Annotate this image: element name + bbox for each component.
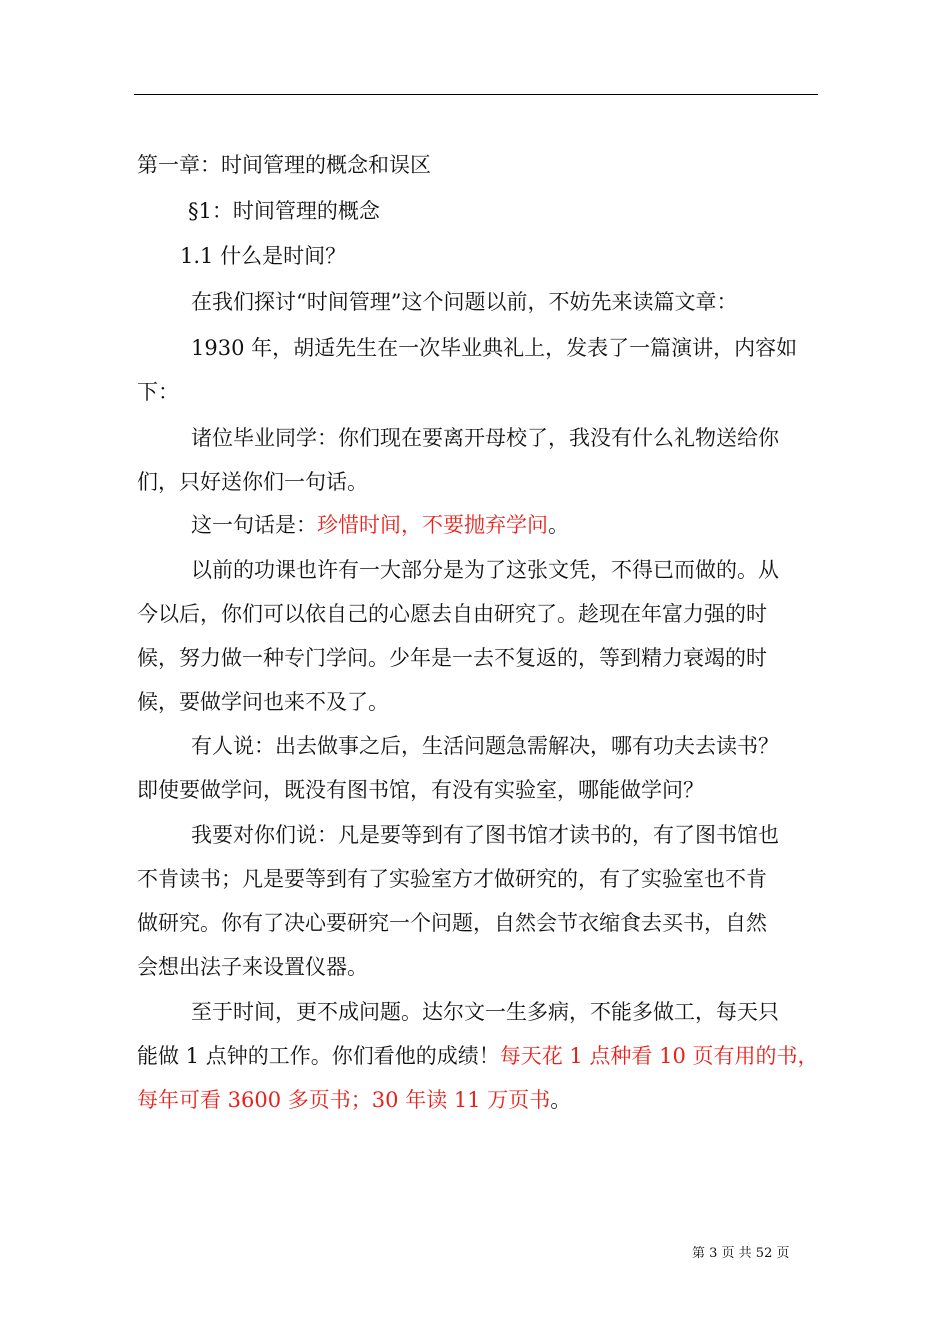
mixed-paragraph-line — [137, 1087, 817, 1113]
paragraph-line: 不肯读书；凡是要等到有了实验室方才做研究的，有了实验室也不肯 — [137, 867, 767, 891]
paragraph-line: 们，只好送你们一句话。 — [137, 470, 368, 494]
paragraph-line: 在我们探讨“时间管理”这个问题以前，不妨先来读篇文章： — [191, 290, 738, 314]
paragraph-line: 我要对你们说：凡是要等到有了图书馆才读书的，有了图书馆也 — [191, 823, 779, 847]
paragraph-line: 诸位毕业同学：你们现在要离开母校了，我没有什么礼物送给你 — [191, 426, 779, 450]
paragraph-line: 今以后，你们可以依自己的心愿去自由研究了。趁现在年富力强的时 — [137, 602, 767, 626]
highlight-text: 每天花 1 点种看 10 页有用的书， — [499, 1044, 819, 1068]
highlight-text: 珍惜时间，不要抛弃学问 — [317, 513, 548, 537]
highlight-text: 每年可看 3600 多页书；30 年读 11 万页书 — [137, 1088, 551, 1112]
paragraph-line: 有人说：出去做事之后，生活问题急需解决，哪有功夫去读书？ — [191, 734, 779, 758]
paragraph-line: 以前的功课也许有一大部分是为了这张文凭，不得已而做的。从 — [191, 558, 779, 582]
paragraph-line: 即使要做学问，既没有图书馆，有没有实验室，哪能做学问？ — [137, 778, 704, 802]
subsection-title: 1.1 什么是时间？ — [180, 244, 347, 268]
section-title: §1：时间管理的概念 — [188, 199, 380, 223]
paragraph-text: 。 — [548, 513, 569, 537]
paragraph-line: 会想出法子来设置仪器。 — [137, 955, 368, 979]
header-rule — [134, 94, 818, 95]
paragraph-line: 候，努力做一种专门学问。少年是一去不复返的，等到精力衰竭的时 — [137, 646, 767, 670]
paragraph-line: 1930 年，胡适先生在一次毕业典礼上，发表了一篇演讲，内容如 — [191, 336, 798, 360]
paragraph-text: 。 — [550, 1088, 572, 1112]
highlight-paragraph — [191, 512, 871, 538]
chapter-title: 第一章：时间管理的概念和误区 — [137, 153, 431, 177]
paragraph-line: 至于时间，更不成问题。达尔文一生多病，不能多做工，每天只 — [191, 1000, 779, 1024]
page-number: 第 3 页 共 52 页 — [692, 1246, 790, 1261]
paragraph-line: 下： — [137, 380, 179, 404]
paragraph-text: 能做 1 点钟的工作。你们看他的成绩！ — [137, 1044, 500, 1068]
paragraph-line: 候，要做学问也来不及了。 — [137, 690, 389, 714]
mixed-paragraph-line — [137, 1043, 817, 1069]
paragraph-line: 做研究。你有了决心要研究一个问题，自然会节衣缩食去买书，自然 — [137, 911, 767, 935]
paragraph-text: 这一句话是： — [191, 513, 317, 537]
